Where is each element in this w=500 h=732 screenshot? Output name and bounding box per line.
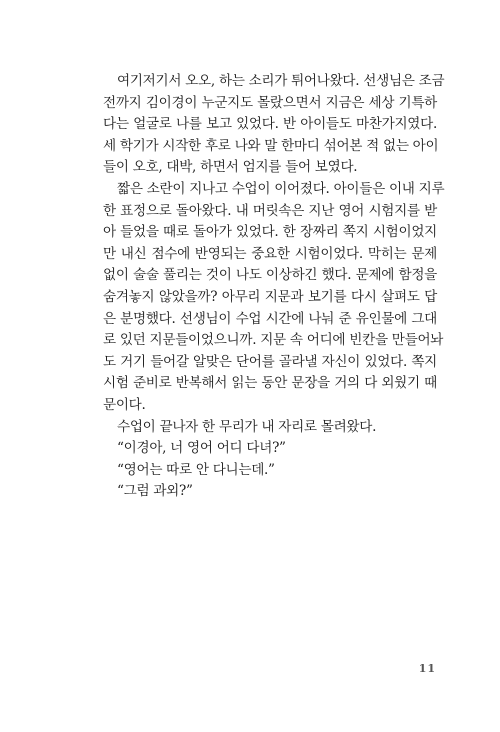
text-line: 다는 얼굴로 나를 보고 있었다. 반 아이들도 마찬가지였다. — [103, 116, 437, 133]
dialogue-line: “이경아, 너 영어 어디 다녀?” — [117, 440, 286, 457]
text-line: 수업이 끝나자 한 무리가 내 자리로 몰려왔다. — [117, 418, 377, 435]
text-line: 시험 준비로 반복해서 읽는 동안 문장을 거의 다 외웠기 때 — [103, 375, 437, 392]
text-line: 들이 오호, 대박, 하면서 엄지를 들어 보였다. — [103, 159, 358, 176]
text-line: 문이다. — [103, 396, 146, 413]
text-line: 짧은 소란이 지나고 수업이 이어졌다. 아이들은 이내 지루 — [117, 180, 445, 197]
text-line: 여기저기서 오오, 하는 소리가 튀어나왔다. 선생님은 조금 — [117, 73, 445, 89]
page-number: 11 — [418, 662, 436, 675]
text-line: 한 표정으로 돌아왔다. 내 머릿속은 지난 영어 시험지를 받 — [103, 202, 437, 219]
text-line: 전까지 김이경이 누군지도 몰랐으면서 지금은 세상 기특하 — [103, 94, 437, 111]
body-text — [103, 71, 445, 503]
text-line: 세 학기가 시작한 후로 나와 말 한마디 섞어본 적 없는 아이 — [103, 137, 439, 154]
text-line: 도 거기 들어갈 알맞은 단어를 골라낼 자신이 있었다. 쪽지 — [103, 353, 437, 370]
text-line: 아 들었을 때로 돌아가 있었다. 한 장짜리 쪽지 시험이었지 — [103, 224, 437, 241]
text-line: 은 분명했다. 선생님이 수업 시간에 나눠 준 유인물에 그대 — [103, 310, 437, 327]
text-line: 로 있던 지문들이었으니까. 지문 속 어디에 빈칸을 만들어놔 — [103, 332, 444, 349]
dialogue-line: “그럼 과외?” — [117, 483, 193, 500]
text-line: 숨겨놓지 않았을까? 아무리 지문과 보기를 다시 살펴도 답 — [103, 288, 437, 305]
dialogue-line: “영어는 따로 안 다니는데.” — [117, 461, 275, 478]
text-line: 만 내신 점수에 반영되는 중요한 시험이었다. 막히는 문제 — [103, 245, 437, 262]
text-line: 없이 술술 풀리는 것이 나도 이상하긴 했다. 문제에 함정을 — [103, 267, 437, 284]
